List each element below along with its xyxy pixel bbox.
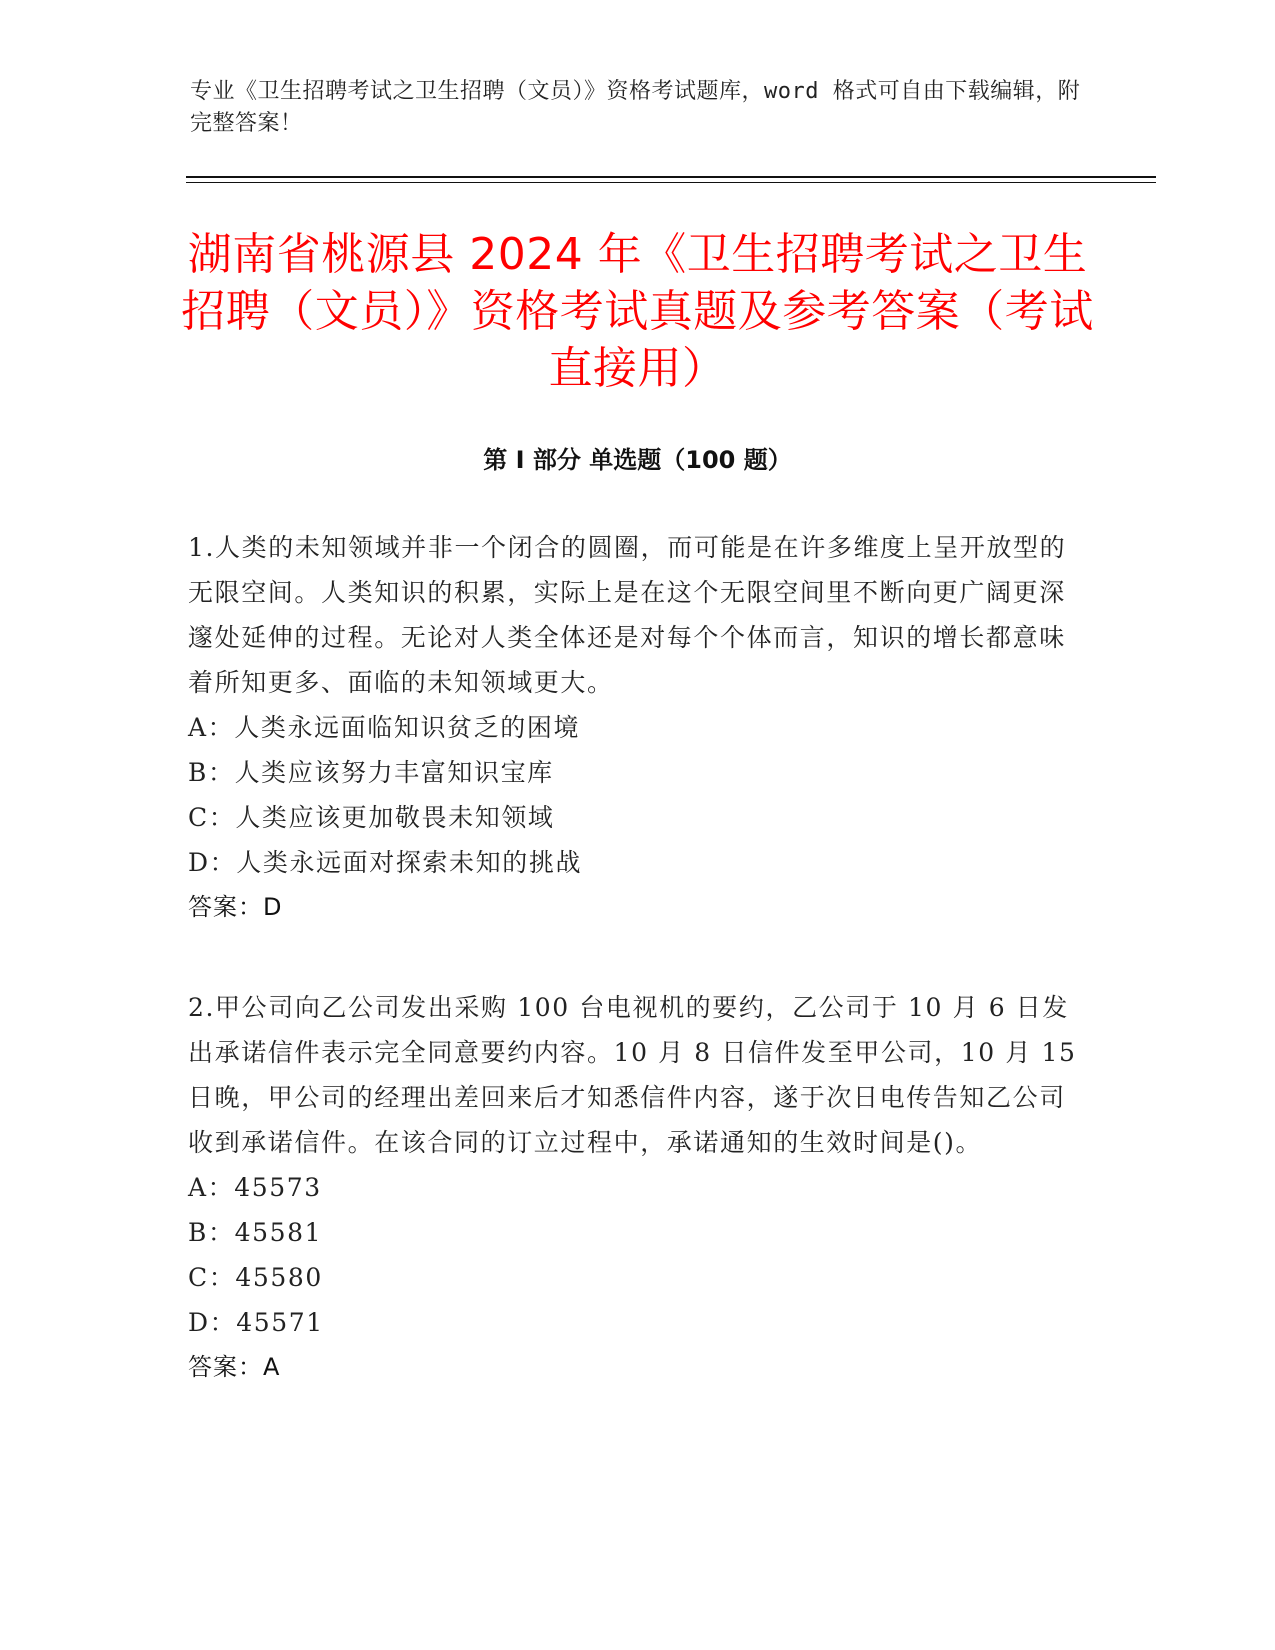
section-heading: 第 I 部分 单选题（100 题） bbox=[483, 446, 792, 474]
option-a: A：45573 bbox=[188, 1173, 322, 1202]
question-stem: 1.人类的未知领域并非一个闭合的圆圈，而可能是在许多维度上呈开放型的无限空间。人类知识的积累，实际上是在这个无限空间里不断向更广阔更深邃处延伸的过程。无论对人类全体还是对每个个体而言，知识的增长都意味着所知更多、面临的未知领域更大。 bbox=[188, 533, 1067, 697]
question-2 bbox=[188, 985, 1088, 1390]
question-1 bbox=[188, 525, 1088, 930]
answer: 答案：A bbox=[188, 1353, 281, 1381]
header-divider-thin bbox=[186, 182, 1156, 183]
question-stem: 2.甲公司向乙公司发出采购 100 台电视机的要约，乙公司于 10 月 6 日发出承诺信件表示完全同意要约内容。10 月 8 日信件发至甲公司，10 月 15 日晚，甲公司的经理出差回来后才知悉信件内容，遂于次日电传告知乙公司收到承诺信件。在该合同的订立过程中，承诺通知的生效时间是()。 bbox=[188, 993, 1077, 1157]
header-note: 专业《卫生招聘考试之卫生招聘（文员）》资格考试题库，word 格式可自由下载编辑，附完整答案！ bbox=[190, 79, 1081, 136]
option-d: D：45571 bbox=[188, 1308, 324, 1337]
option-b: B：45581 bbox=[188, 1218, 323, 1247]
document-title: 湖南省桃源县 2024 年《卫生招聘考试之卫生招聘（文员）》资格考试真题及参考答案（考试直接用） bbox=[181, 229, 1094, 394]
option-b: B：人类应该努力丰富知识宝库 bbox=[188, 758, 554, 787]
header-divider-thick bbox=[186, 176, 1156, 178]
option-c: C：45580 bbox=[188, 1263, 323, 1292]
option-a: A：人类永远面临知识贫乏的困境 bbox=[188, 713, 581, 742]
answer: 答案：D bbox=[188, 893, 283, 921]
option-c: C：人类应该更加敬畏未知领域 bbox=[188, 803, 555, 832]
option-d: D：人类永远面对探索未知的挑战 bbox=[188, 848, 583, 877]
